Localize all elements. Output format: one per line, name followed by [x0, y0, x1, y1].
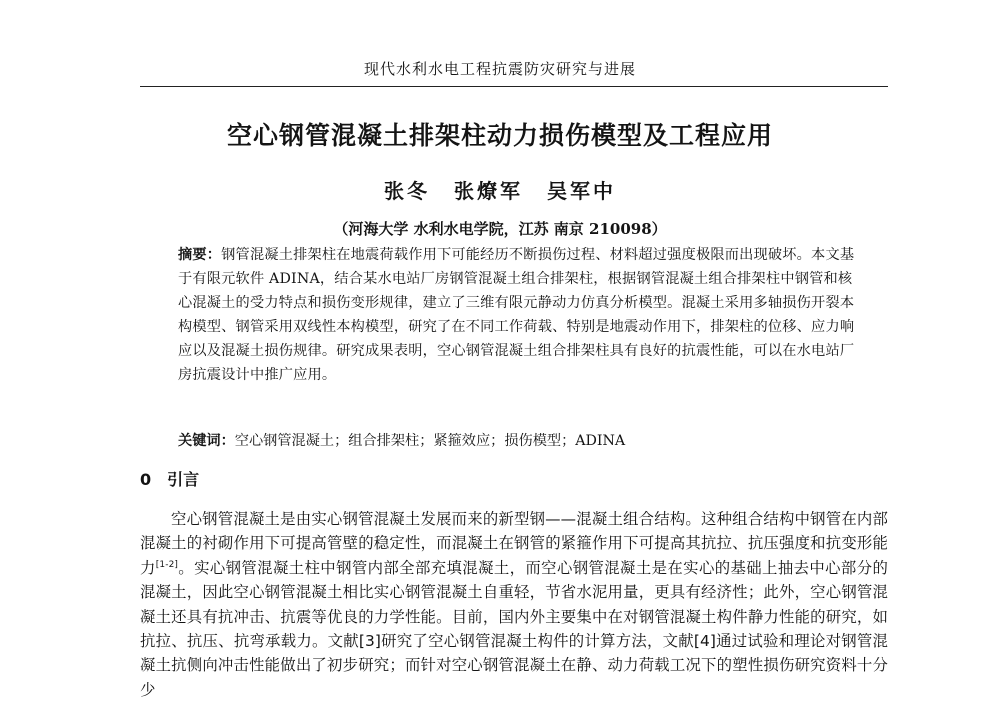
- abstract-text: 钢管混凝土排架柱在地震荷载作用下可能经历不断损伤过程、材料超过强度极限而出现破坏。本文基于有限元软件 ADINA，结合某水电站厂房钢管混凝土组合排架柱，根据钢管混凝土组合排架柱中钢管和核心混凝土的受力特点和损伤变形规律，建立了三维有限元静动力仿真分析模型。混凝土采用多轴损伤开裂本构模型、钢管采用双线性本构模型，研究了在不同工作荷载、特别是地震动作用下，排架柱的位移、应力响应以及混凝土损伤规律。研究成果表明，空心钢管混凝土组合排架柱具有良好的抗震性能，可以在水电站厂房抗震设计中推广应用。: [178, 247, 855, 383]
- body-text-part2: 。实心钢管混凝土柱中钢管内部全部充填混凝土，而空心钢管混凝土是在实心的基础上抽去中心部分的混凝土，因此空心钢管混凝土相比实心钢管混凝土自重轻，节省水泥用量，更具有经济性；此外，空心钢管混凝土还具有抗冲击、抗震等优良的力学性能。目前，国内外主要集中在对钢管混凝土构件静力性能的研究，如抗拉、抗压、抗弯承载力。文献[3]研究了空心钢管混凝土构件的计算方法，文献[4]通过试验和理论对钢管混凝土抗侧向冲击性能做出了初步研究；而针对空心钢管混凝土在静、动力荷载工况下的塑性损伤研究资料十分少: [140, 558, 888, 699]
- section-number: 0: [140, 470, 152, 489]
- abstract: [178, 243, 860, 387]
- abstract-label: 摘要：: [178, 247, 222, 263]
- paper-title: 空心钢管混凝土排架柱动力损伤模型及工程应用: [226, 121, 773, 150]
- running-head: 现代水利水电工程抗震防灾研究与进展: [363, 60, 636, 78]
- authors: 张冬 张燎军 吴军中: [384, 179, 616, 203]
- header-rule: [140, 86, 888, 87]
- section-heading: [140, 467, 199, 490]
- body-paragraph: [140, 507, 888, 702]
- keywords: [178, 431, 860, 451]
- affiliation: （河海大学 水利水电学院，江苏 南京 210098）: [333, 220, 667, 238]
- body-text-part1: 空心钢管混凝土是由实心钢管混凝土发展而来的新型钢——混凝土组合结构。这种组合结构中钢管在内部混凝土的衬砌作用下可提高管壁的稳定性，而混凝土在钢管的紧箍作用下可提高其抗拉、抗压强度和抗变形能力: [140, 510, 888, 577]
- section-title: 引言: [167, 470, 200, 489]
- keywords-label: 关键词：: [178, 433, 235, 449]
- keywords-text: 空心钢管混凝土；组合排架柱；紧箍效应；损伤模型；ADINA: [234, 433, 626, 449]
- citation: [1-2]: [155, 559, 179, 570]
